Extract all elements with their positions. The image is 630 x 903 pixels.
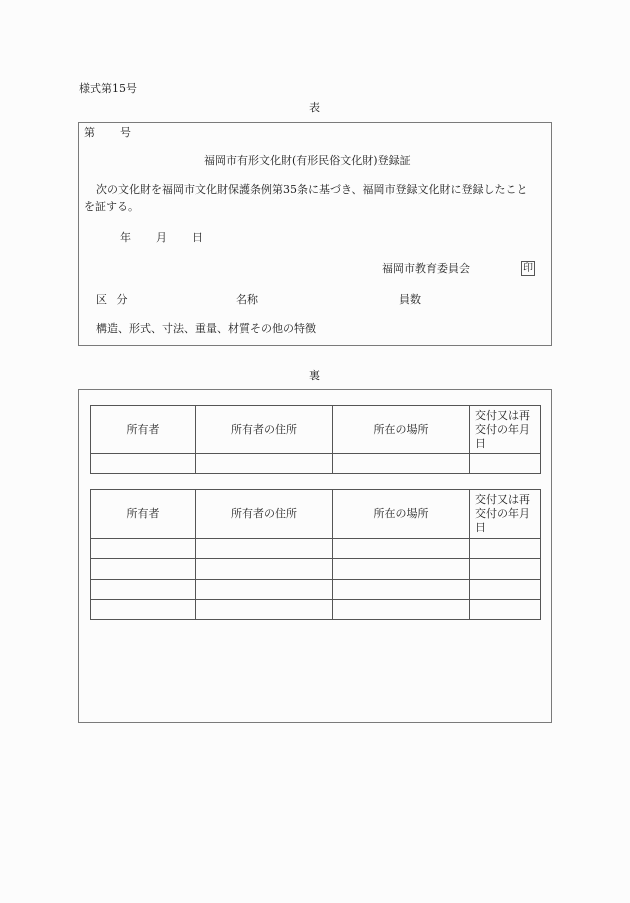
table-row <box>91 454 541 474</box>
cell-issue-date[interactable] <box>470 539 541 559</box>
cell-location[interactable] <box>333 600 470 620</box>
owner-table-1 <box>90 405 541 474</box>
table-row <box>91 580 541 600</box>
cert-number-prefix: 第 <box>84 126 95 139</box>
cell-issue-date[interactable] <box>470 600 541 620</box>
certificate-body-line2: を証する。 <box>84 200 139 213</box>
form-number: 様式第15号 <box>79 82 137 95</box>
cert-number-suffix: 号 <box>120 126 131 139</box>
field-count: 員数 <box>399 293 421 306</box>
cell-issue-date[interactable] <box>470 580 541 600</box>
cell-owner-address[interactable] <box>196 454 333 474</box>
cell-issue-date[interactable] <box>470 559 541 580</box>
header-issue-date: 交付又は再交付の年月日 <box>470 406 541 454</box>
header-owner: 所有者 <box>91 406 196 454</box>
header-owner-address: 所有者の住所 <box>196 406 333 454</box>
certificate-title: 福岡市有形文化財(有形民俗文化財)登録証 <box>204 154 411 167</box>
date-month: 月 <box>156 231 167 244</box>
cell-location[interactable] <box>333 559 470 580</box>
cell-owner[interactable] <box>91 454 196 474</box>
table-row <box>91 539 541 559</box>
header-owner: 所有者 <box>91 490 196 539</box>
cell-owner-address[interactable] <box>196 580 333 600</box>
table-row <box>91 559 541 580</box>
field-category: 区 分 <box>96 293 128 306</box>
back-side-label: 裏 <box>309 369 320 382</box>
cell-location[interactable] <box>333 539 470 559</box>
front-certificate-box <box>78 122 552 346</box>
cell-owner-address[interactable] <box>196 600 333 620</box>
cell-owner[interactable] <box>91 539 196 559</box>
header-location: 所在の場所 <box>333 406 470 454</box>
certificate-body-line1: 次の文化財を福岡市文化財保護条例第35条に基づき、福岡市登録文化財に登録したこと <box>96 183 528 196</box>
front-side-label: 表 <box>309 101 320 114</box>
field-features: 構造、形式、寸法、重量、材質その他の特徴 <box>96 322 316 335</box>
cell-owner-address[interactable] <box>196 559 333 580</box>
table-row <box>91 600 541 620</box>
table-header-row <box>91 490 541 539</box>
field-name: 名称 <box>236 293 258 306</box>
header-owner-address: 所有者の住所 <box>196 490 333 539</box>
cell-owner[interactable] <box>91 600 196 620</box>
date-year: 年 <box>120 231 131 244</box>
cell-owner-address[interactable] <box>196 539 333 559</box>
header-issue-date: 交付又は再交付の年月日 <box>470 490 541 539</box>
header-location: 所在の場所 <box>333 490 470 539</box>
cell-issue-date[interactable] <box>470 454 541 474</box>
date-day: 日 <box>192 231 203 244</box>
cell-location[interactable] <box>333 454 470 474</box>
seal-mark-icon: 印 <box>523 263 533 274</box>
cell-owner[interactable] <box>91 559 196 580</box>
owner-table-2 <box>90 489 541 620</box>
cell-location[interactable] <box>333 580 470 600</box>
cell-owner[interactable] <box>91 580 196 600</box>
issuer-name: 福岡市教育委員会 <box>382 262 470 275</box>
table-header-row <box>91 406 541 454</box>
